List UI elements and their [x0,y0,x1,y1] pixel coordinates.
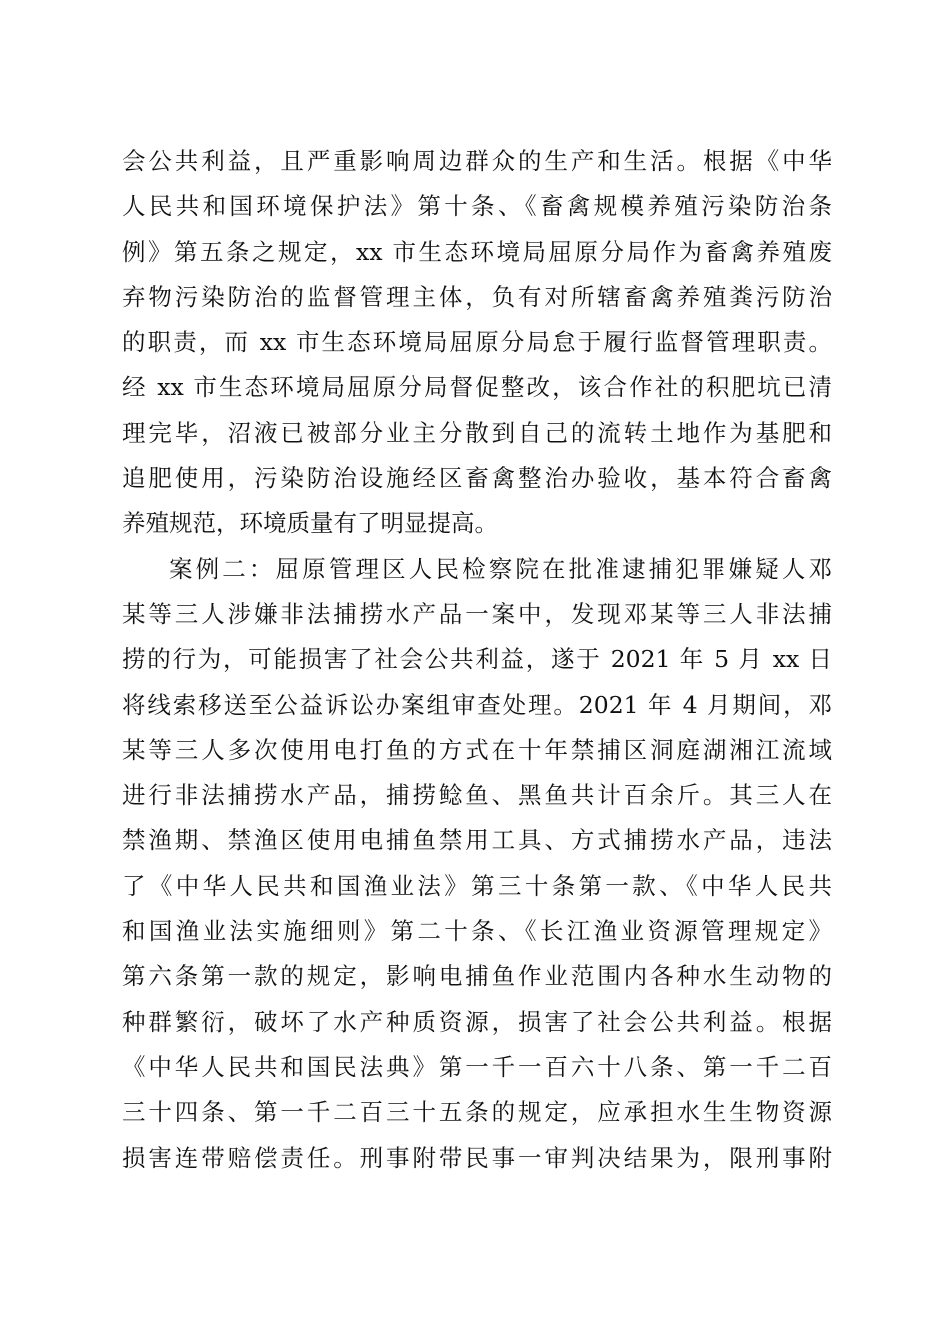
text-line: 人民共和国环境保护法》第十条、《畜禽规模养殖污染防治条 [122,192,832,221]
text-line: 将线索移送至公益诉讼办案组审查处理。2021 年 4 月期间，邓 [122,690,832,719]
text-line: 某等三人多次使用电打鱼的方式在十年禁捕区洞庭湖湘江流域 [122,735,832,764]
text-line: 会公共利益，且严重影响周边群众的生产和生活。根据《中华 [122,147,832,175]
text-line: 追肥使用，污染防治设施经区畜禽整治办验收，基本符合畜禽 [122,464,832,493]
text-line: 进行非法捕捞水产品，捕捞鲶鱼、黑鱼共计百余斤。其三人在 [122,781,832,810]
text-line: 禁渔期、禁渔区使用电捕鱼禁用工具、方式捕捞水产品，违法 [122,826,832,855]
text-line: 某等三人涉嫌非法捕捞水产品一案中，发现邓某等三人非法捕 [122,599,832,628]
text-line: 《中华人民共和国民法典》第一千一百六十八条、第一千二百 [122,1052,832,1081]
text-line: 第六条第一款的规定，影响电捕鱼作业范围内各种水生动物的 [122,962,832,991]
text-line: 种群繁衍，破坏了水产种质资源，损害了社会公共利益。根据 [122,1007,832,1036]
text-line: 了《中华人民共和国渔业法》第三十条第一款、《中华人民共 [122,871,832,900]
text-line: 理完毕，沼液已被部分业主分散到自己的流转土地作为基肥和 [122,418,832,447]
text-line: 弃物污染防治的监督管理主体，负有对所辖畜禽养殖粪污防治 [122,282,832,311]
text-line: 三十四条、第一千二百三十五条的规定，应承担水生生物资源 [122,1098,832,1127]
text-line: 案例二：屈原管理区人民检察院在批准逮捕犯罪嫌疑人邓 [169,554,832,583]
text-line: 和国渔业法实施细则》第二十条、《长江渔业资源管理规定》 [122,917,832,946]
text-line: 损害连带赔偿责任。刑事附带民事一审判决结果为，限刑事附 [122,1143,832,1172]
paragraph-2 [122,547,832,1181]
text-line: 捞的行为，可能损害了社会公共利益，遂于 2021 年 5 月 xx 日 [122,645,832,674]
text-line: 经 xx 市生态环境局屈原分局督促整改，该合作社的积肥坑已清 [122,373,832,402]
text-line: 的职责，而 xx 市生态环境局屈原分局怠于履行监督管理职责。 [122,328,832,357]
text-line: 养殖规范，环境质量有了明显提高。 [122,509,498,538]
paragraph-1 [122,139,832,547]
document-body [122,139,832,1181]
text-line: 例》第五条之规定，xx 市生态环境局屈原分局作为畜禽养殖废 [122,237,832,266]
